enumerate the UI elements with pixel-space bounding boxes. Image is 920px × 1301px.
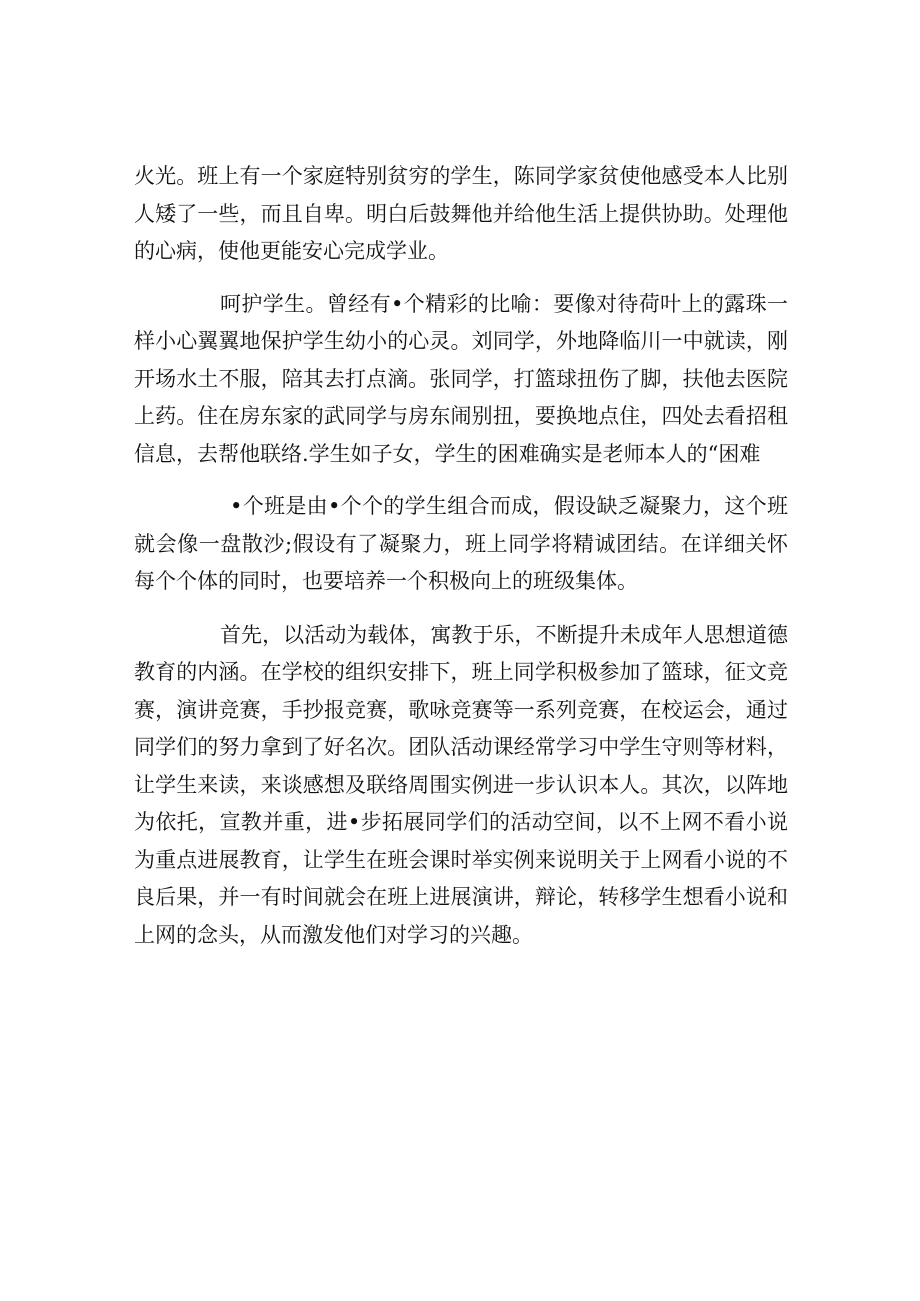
- paragraph-care-students: 呵护学生。曾经有•个精彩的比喻：要像对待荷叶上的露珠一样小心翼翼地保护学生幼小的心灵。刘同学，外地降临川一中就读，刚开场水土不服，陪其去打点滴。张同学，打篮球扭伤了脚，扶他去医院上药。住在房东家的武同学与房东闹别扭，要换地点住，四处去看招租信息，去帮他联络.学生如子女，学生的困难确实是老师本人的“困难: [134, 291, 788, 466]
- paragraph-class-cohesion: •个班是由•个个的学生组合而成，假设缺乏凝聚力，这个班就会像一盘散沙;假设有了凝聚力，班上同学将精诚团结。在详细关怀每个个体的同时，也要培养一个积极向上的班级集体。: [134, 494, 788, 593]
- document-body: [134, 158, 788, 954]
- paragraph-poor-student: 火光。班上有一个家庭特别贫穷的学生，陈同学家贫使他感受本人比别人矮了一些，而且自卑。明白后鼓舞他并给他生活上提供协助。处理他的心病，使他更能安心完成学业。: [134, 164, 788, 263]
- paragraph-activities: 首先，以活动为载体，寓教于乐，不断提升未成年人思想道德教育的内涵。在学校的组织安排下，班上同学积极参加了篮球，征文竞赛，演讲竞赛，手抄报竞赛，歌咏竞赛等一系列竞赛，在校运会，通过同学们的努力拿到了好名次。团队活动课经常学习中学生守则等材料，让学生来读，来谈感想及联络周围实例进一步认识本人。其次，以阵地为依托，宣教并重，进•步拓展同学们的活动空间，以不上网不看小说为重点进展教育，让学生在班会课时举实例来说明关于上网看小说的不良后果，并一有时间就会在班上进展演讲，辩论，转移学生想看小说和上网的念头，从而激发他们对学习的兴趣。: [134, 622, 788, 947]
